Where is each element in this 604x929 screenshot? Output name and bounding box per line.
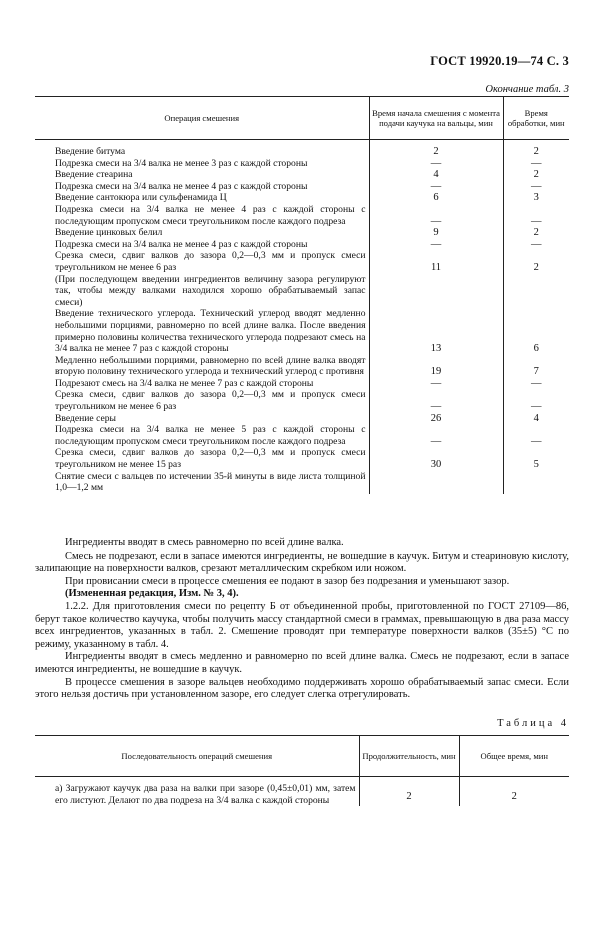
duration-cell	[503, 471, 569, 494]
body-text	[35, 537, 569, 702]
start-time-cell: —	[369, 239, 503, 251]
table-row	[35, 239, 569, 251]
table-4	[35, 735, 569, 806]
table-row	[35, 140, 569, 158]
operation-cell: а) Загружают каучук два раза на валки при зазоре (0,45±0,01) мм, затем его листуют. Делают по два подреза на 3/4 валка с каждой стороны	[35, 777, 359, 807]
start-time-cell: —	[369, 424, 503, 447]
operation-cell: Введение серы	[35, 413, 369, 425]
operation-cell: Введение технического углерода. Технический углерод вводят медленно небольшими порциями, равномерно по всей длине валка. После введения примерно половины количества технического углерода подрезают смесь на 3/4 валка не менее 7 раз с каждой стороны	[35, 308, 369, 354]
operation-cell: (При последующем введении ингредиентов величину зазора регулируют так, чтобы между валками находился хорошо обрабатываемый запас смеси)	[35, 274, 369, 309]
start-time-cell	[369, 274, 503, 309]
start-time-cell: 6	[369, 192, 503, 204]
table-row	[35, 378, 569, 390]
col-duration: Время обработки, мин	[503, 97, 569, 140]
operation-cell: Срезка смеси, сдвиг валков до зазора 0,2—0,3 мм и пропуск смеси треугольником не менее 6 раз	[35, 250, 369, 273]
start-time-cell: —	[369, 158, 503, 170]
duration-cell: 2	[359, 777, 459, 807]
table-row	[35, 250, 569, 273]
start-time-cell: 19	[369, 355, 503, 378]
operation-cell: Подрезка смеси на 3/4 валка не менее 5 раз с каждой стороны с последующим пропуском смеси треугольником после каждого подреза	[35, 424, 369, 447]
table-row	[35, 204, 569, 227]
table-row	[35, 274, 569, 309]
start-time-cell: 9	[369, 227, 503, 239]
duration-cell: 2	[533, 261, 539, 273]
operation-cell: Введение стеарина	[35, 169, 369, 181]
col-start-time: Время начала смешения с момента подачи каучука на вальцы, мин	[369, 97, 503, 140]
table-row	[35, 158, 569, 170]
table-row	[35, 169, 569, 181]
operation-cell: Введение цинковых белил	[35, 227, 369, 239]
start-time-cell: 30	[369, 447, 503, 470]
table-row	[35, 389, 569, 412]
page-header: ГОСТ 19920.19—74 С. 3	[430, 54, 569, 68]
paragraph: Смесь не подрезают, если в запасе имеются ингредиенты, не вошедшие в каучук. Битум и стеариновую кислоту, залипающие на поверхности валков, срезают металлическим скребком или ножом.	[35, 550, 569, 575]
paragraph: Ингредиенты вводят в смесь медленно и равномерно по всей длине валка. Смесь не подрезают, если в запасе имеются ингредиенты, не вошедшие в каучук.	[35, 651, 569, 675]
start-time-cell: —	[369, 389, 503, 412]
duration-cell: 6	[533, 343, 539, 355]
start-time-cell: —	[369, 378, 503, 390]
start-time-cell: —	[369, 181, 503, 193]
duration-cell: —	[531, 157, 542, 169]
duration-cell: —	[531, 180, 542, 192]
operation-cell: Медленно небольшими порциями, равномерно по всей длине валка вводят вторую половину технического углерода и технический углерод с противня	[35, 355, 369, 378]
table-row	[35, 424, 569, 447]
operation-cell: Срезка смеси, сдвиг валков до зазора 0,2—0,3 мм и пропуск смеси треугольником не менее 6 раз	[35, 389, 369, 412]
operation-cell: Подрезают смесь на 3/4 валка не менее 7 раз с каждой стороны	[35, 378, 369, 390]
operation-cell: Введение битума	[35, 140, 369, 158]
col-total-time: Общее время, мин	[459, 736, 569, 777]
col-operation: Операция смешения	[35, 97, 369, 140]
start-time-cell: —	[369, 204, 503, 227]
table-row	[35, 777, 569, 807]
table-3	[35, 96, 569, 494]
col-duration: Продолжительность, мин	[359, 736, 459, 777]
start-time-cell: 2	[369, 140, 503, 158]
duration-cell: —	[531, 238, 542, 250]
operation-cell: Введение сантокюра или сульфенамида Ц	[35, 192, 369, 204]
table4-caption: Таблица 4	[497, 718, 569, 729]
start-time-cell: 26	[369, 413, 503, 425]
table-row	[35, 447, 569, 470]
operation-cell: Подрезка смеси на 3/4 валка не менее 4 раз с каждой стороны	[35, 239, 369, 251]
table-row	[35, 192, 569, 204]
table-row	[35, 413, 569, 425]
table-row	[35, 308, 569, 354]
table-row	[35, 227, 569, 239]
operation-cell: Снятие смеси с вальцев по истечении 35-й минуты в виде листа толщиной 1,0—1,2 мм	[35, 471, 369, 494]
duration-cell: —	[531, 435, 542, 447]
duration-cell: 2	[533, 169, 539, 181]
paragraph: 1.2.2. Для приготовления смеси по рецепту Б от объединенной пробы, приготовленной по ГОСТ 27109—86, берут такое количество каучука, чтобы получить массу стандартной смеси в граммах, превышающую в два раза массу всех ингредиентов, указанных в табл. 2. Смешение проводят при температуре поверхности валков (35±5) °С по режиму, указанному в табл. 4.	[35, 600, 569, 650]
table-row	[35, 471, 569, 494]
amendment-note: (Измененная редакция, Изм. № 3, 4).	[65, 588, 239, 600]
duration-cell: 3	[533, 192, 539, 204]
duration-cell: 4	[533, 412, 539, 424]
total-cell: 2	[511, 790, 517, 802]
col-sequence: Последовательность операций смешения	[35, 736, 359, 777]
operation-cell: Подрезка смеси на 3/4 валка не менее 3 раз с каждой стороны	[35, 158, 369, 170]
table-row	[35, 181, 569, 193]
operation-cell: Подрезка смеси на 3/4 валка не менее 4 раз с каждой стороны	[35, 181, 369, 193]
duration-cell: 2	[533, 227, 539, 239]
duration-cell: 7	[533, 366, 539, 378]
paragraph: При провисании смеси в процессе смешения ее подают в зазор без подрезания и уменьшают зазор.	[65, 575, 510, 587]
operation-cell: Срезка смеси, сдвиг валков до зазора 0,2—0,3 мм и пропуск смеси треугольником не менее 15 раз	[35, 447, 369, 470]
start-time-cell: 4	[369, 169, 503, 181]
duration-cell: —	[531, 377, 542, 389]
table-row	[35, 355, 569, 378]
duration-cell	[503, 274, 569, 309]
duration-cell: —	[531, 401, 542, 413]
paragraph: Ингредиенты вводят в смесь равномерно по всей длине валка.	[65, 537, 344, 548]
start-time-cell	[369, 471, 503, 494]
duration-cell: —	[531, 215, 542, 227]
paragraph: В процессе смешения в зазоре вальцев необходимо поддерживать хорошо обрабатываемый запас смеси. Если этого нельзя достичь при установленном зазоре, его следует слегка отрегулировать.	[35, 676, 569, 701]
table3-caption: Окончание табл. 3	[485, 84, 569, 95]
operation-cell: Подрезка смеси на 3/4 валка не менее 4 раз с каждой стороны с последующим пропуском смеси треугольником после каждого подреза	[35, 204, 369, 227]
duration-cell: 5	[533, 459, 539, 471]
start-time-cell: 11	[369, 250, 503, 273]
duration-cell: 2	[533, 146, 539, 157]
start-time-cell: 13	[369, 308, 503, 354]
